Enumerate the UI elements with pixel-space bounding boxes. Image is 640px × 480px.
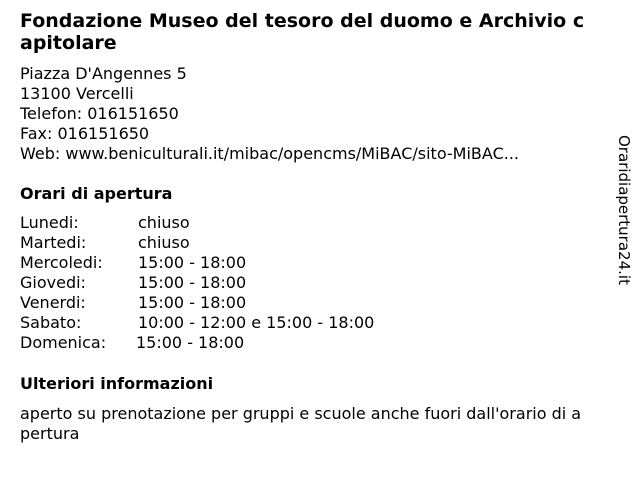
fax-number: Fax: 016151650 (20, 124, 150, 143)
page-title: Fondazione Museo del tesoro del duomo e Archivio capitolare (20, 10, 585, 54)
address-block (20, 64, 595, 164)
hours-value: chiuso (138, 233, 190, 252)
day-label: Venerdi: (20, 293, 86, 312)
hours-value: 15:00 - 18:00 (138, 293, 247, 312)
opening-hours-table (20, 213, 580, 353)
day-label: Lunedi: (20, 213, 79, 232)
website-link[interactable]: Web: www.beniculturali.it/mibac/opencms/MiBAC/sito-MiBAC... (20, 144, 519, 163)
address-street: Piazza D'Angennes 5 (20, 64, 187, 83)
site-watermark: Oraridiapertura24.it (615, 135, 633, 285)
address-city: 13100 Vercelli (20, 84, 134, 103)
hours-row-tuesday (20, 233, 580, 253)
hours-value: 15:00 - 18:00 (138, 253, 247, 272)
day-label: Sabato: (20, 313, 82, 332)
hours-value: chiuso (138, 213, 190, 232)
page (20, 0, 600, 480)
day-label: Mercoledi: (20, 253, 103, 272)
day-label: Martedi: (20, 233, 87, 252)
day-label: Domenica: (20, 333, 107, 352)
hours-row-wednesday (20, 253, 580, 273)
hours-value: 15:00 - 18:00 (136, 333, 245, 352)
day-label: Giovedi: (20, 273, 86, 292)
phone-number: Telefon: 016151650 (20, 104, 179, 123)
hours-row-thursday (20, 273, 580, 293)
hours-row-saturday (20, 313, 580, 333)
additional-info-text: aperto su prenotazione per gruppi e scuole anche fuori dall'orario di apertura (20, 404, 582, 443)
additional-info-heading: Ulteriori informazioni (20, 374, 214, 393)
hours-row-friday (20, 293, 580, 313)
hours-row-monday (20, 213, 580, 233)
hours-value: 15:00 - 18:00 (138, 273, 247, 292)
hours-row-sunday (20, 333, 580, 353)
hours-value: 10:00 - 12:00 e 15:00 - 18:00 (138, 313, 375, 332)
opening-hours-heading: Orari di apertura (20, 184, 173, 203)
